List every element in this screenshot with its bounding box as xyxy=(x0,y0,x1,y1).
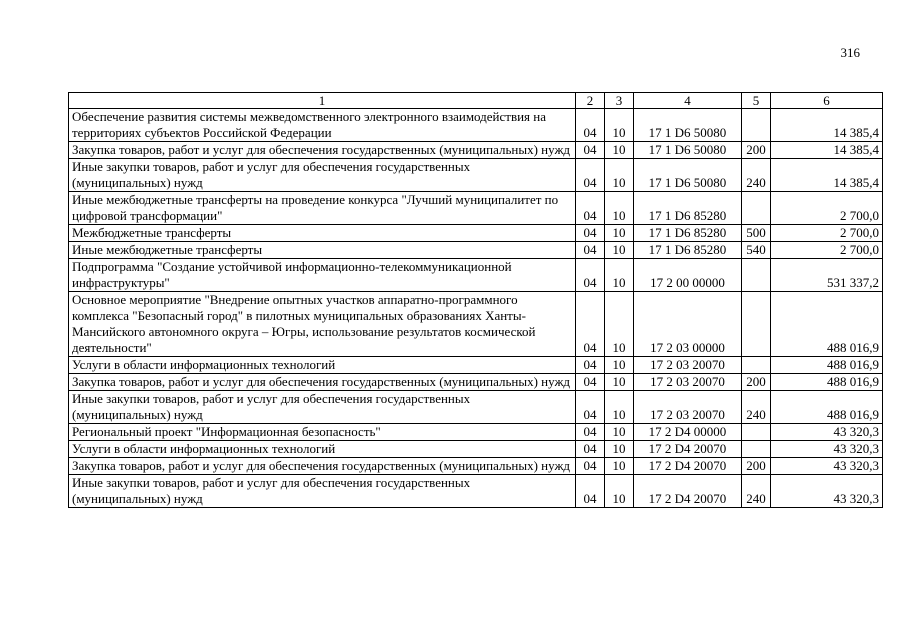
target-article-cell: 17 2 D4 00000 xyxy=(634,424,742,441)
column-header-1: 1 xyxy=(69,93,576,109)
table-row xyxy=(69,374,883,391)
expense-type-cell: 240 xyxy=(742,391,771,424)
amount-cell: 43 320,3 xyxy=(771,475,883,508)
column-header-4: 4 xyxy=(634,93,742,109)
expense-type-cell: 200 xyxy=(742,374,771,391)
target-article-cell: 17 2 D4 20070 xyxy=(634,458,742,475)
expense-type-cell xyxy=(742,292,771,357)
section-code-cell: 04 xyxy=(576,292,605,357)
subsection-code-cell: 10 xyxy=(605,242,634,259)
row-name-cell: Основное мероприятие "Внедрение опытных участков аппаратно-программного комплекса "Безопасный город" в пилотных муниципальных образованиях Ханты-Мансийского автономного округа – Югры, использование результатов космической деятельности" xyxy=(69,292,576,357)
subsection-code-cell: 10 xyxy=(605,475,634,508)
table-row xyxy=(69,391,883,424)
budget-table xyxy=(68,92,883,508)
expense-type-cell xyxy=(742,424,771,441)
target-article-cell: 17 2 D4 20070 xyxy=(634,475,742,508)
section-code-cell: 04 xyxy=(576,109,605,142)
row-name-cell: Услуги в области информационных технологий xyxy=(69,441,576,458)
target-article-cell: 17 1 D6 85280 xyxy=(634,225,742,242)
table-row xyxy=(69,192,883,225)
table-body xyxy=(69,109,883,508)
row-name-cell: Закупка товаров, работ и услуг для обеспечения государственных (муниципальных) нужд xyxy=(69,142,576,159)
target-article-cell: 17 2 03 20070 xyxy=(634,391,742,424)
subsection-code-cell: 10 xyxy=(605,259,634,292)
target-article-cell: 17 1 D6 50080 xyxy=(634,109,742,142)
subsection-code-cell: 10 xyxy=(605,292,634,357)
section-code-cell: 04 xyxy=(576,225,605,242)
subsection-code-cell: 10 xyxy=(605,109,634,142)
section-code-cell: 04 xyxy=(576,242,605,259)
section-code-cell: 04 xyxy=(576,391,605,424)
expense-type-cell xyxy=(742,192,771,225)
section-code-cell: 04 xyxy=(576,374,605,391)
table-row xyxy=(69,109,883,142)
amount-cell: 488 016,9 xyxy=(771,374,883,391)
page-number: 316 xyxy=(840,45,860,60)
table-row xyxy=(69,458,883,475)
expense-type-cell: 200 xyxy=(742,458,771,475)
row-name-cell: Иные межбюджетные трансферты на проведение конкурса "Лучший муниципалитет по цифровой трансформации" xyxy=(69,192,576,225)
target-article-cell: 17 1 D6 85280 xyxy=(634,192,742,225)
amount-cell: 488 016,9 xyxy=(771,357,883,374)
subsection-code-cell: 10 xyxy=(605,374,634,391)
amount-cell: 531 337,2 xyxy=(771,259,883,292)
column-header-2: 2 xyxy=(576,93,605,109)
amount-cell: 43 320,3 xyxy=(771,441,883,458)
target-article-cell: 17 1 D6 50080 xyxy=(634,159,742,192)
subsection-code-cell: 10 xyxy=(605,424,634,441)
subsection-code-cell: 10 xyxy=(605,142,634,159)
table-row xyxy=(69,242,883,259)
amount-cell: 488 016,9 xyxy=(771,391,883,424)
expense-type-cell: 200 xyxy=(742,142,771,159)
table-row xyxy=(69,142,883,159)
expense-type-cell xyxy=(742,259,771,292)
section-code-cell: 04 xyxy=(576,142,605,159)
row-name-cell: Закупка товаров, работ и услуг для обеспечения государственных (муниципальных) нужд xyxy=(69,458,576,475)
target-article-cell: 17 2 03 20070 xyxy=(634,374,742,391)
row-name-cell: Иные закупки товаров, работ и услуг для обеспечения государственных (муниципальных) нужд xyxy=(69,475,576,508)
expense-type-cell xyxy=(742,109,771,142)
table-row xyxy=(69,159,883,192)
target-article-cell: 17 1 D6 50080 xyxy=(634,142,742,159)
row-name-cell: Закупка товаров, работ и услуг для обеспечения государственных (муниципальных) нужд xyxy=(69,374,576,391)
section-code-cell: 04 xyxy=(576,458,605,475)
subsection-code-cell: 10 xyxy=(605,159,634,192)
amount-cell: 2 700,0 xyxy=(771,192,883,225)
amount-cell: 2 700,0 xyxy=(771,225,883,242)
section-code-cell: 04 xyxy=(576,259,605,292)
table-row xyxy=(69,357,883,374)
row-name-cell: Региональный проект "Информационная безопасность" xyxy=(69,424,576,441)
subsection-code-cell: 10 xyxy=(605,192,634,225)
row-name-cell: Услуги в области информационных технологий xyxy=(69,357,576,374)
section-code-cell: 04 xyxy=(576,441,605,458)
section-code-cell: 04 xyxy=(576,357,605,374)
amount-cell: 43 320,3 xyxy=(771,424,883,441)
expense-type-cell: 500 xyxy=(742,225,771,242)
section-code-cell: 04 xyxy=(576,475,605,508)
target-article-cell: 17 1 D6 85280 xyxy=(634,242,742,259)
amount-cell: 488 016,9 xyxy=(771,292,883,357)
table-row xyxy=(69,441,883,458)
expense-type-cell xyxy=(742,441,771,458)
section-code-cell: 04 xyxy=(576,159,605,192)
subsection-code-cell: 10 xyxy=(605,458,634,475)
row-name-cell: Подпрограмма "Создание устойчивой информационно-телекоммуникационной инфраструктуры" xyxy=(69,259,576,292)
amount-cell: 14 385,4 xyxy=(771,109,883,142)
row-name-cell: Иные закупки товаров, работ и услуг для обеспечения государственных (муниципальных) нужд xyxy=(69,391,576,424)
table-row xyxy=(69,259,883,292)
expense-type-cell: 240 xyxy=(742,475,771,508)
subsection-code-cell: 10 xyxy=(605,391,634,424)
target-article-cell: 17 2 03 00000 xyxy=(634,292,742,357)
section-code-cell: 04 xyxy=(576,192,605,225)
expense-type-cell: 240 xyxy=(742,159,771,192)
subsection-code-cell: 10 xyxy=(605,357,634,374)
section-code-cell: 04 xyxy=(576,424,605,441)
target-article-cell: 17 2 D4 20070 xyxy=(634,441,742,458)
expense-type-cell xyxy=(742,357,771,374)
amount-cell: 43 320,3 xyxy=(771,458,883,475)
subsection-code-cell: 10 xyxy=(605,441,634,458)
expense-type-cell: 540 xyxy=(742,242,771,259)
table-header-row xyxy=(69,93,883,109)
target-article-cell: 17 2 03 20070 xyxy=(634,357,742,374)
table-row xyxy=(69,475,883,508)
column-header-5: 5 xyxy=(742,93,771,109)
subsection-code-cell: 10 xyxy=(605,225,634,242)
amount-cell: 2 700,0 xyxy=(771,242,883,259)
row-name-cell: Иные межбюджетные трансферты xyxy=(69,242,576,259)
target-article-cell: 17 2 00 00000 xyxy=(634,259,742,292)
table-row xyxy=(69,292,883,357)
amount-cell: 14 385,4 xyxy=(771,159,883,192)
table-row xyxy=(69,225,883,242)
row-name-cell: Межбюджетные трансферты xyxy=(69,225,576,242)
row-name-cell: Иные закупки товаров, работ и услуг для обеспечения государственных (муниципальных) нужд xyxy=(69,159,576,192)
column-header-6: 6 xyxy=(771,93,883,109)
column-header-3: 3 xyxy=(605,93,634,109)
row-name-cell: Обеспечение развития системы межведомственного электронного взаимодействия на территориях субъектов Российской Федерации xyxy=(69,109,576,142)
amount-cell: 14 385,4 xyxy=(771,142,883,159)
table-row xyxy=(69,424,883,441)
